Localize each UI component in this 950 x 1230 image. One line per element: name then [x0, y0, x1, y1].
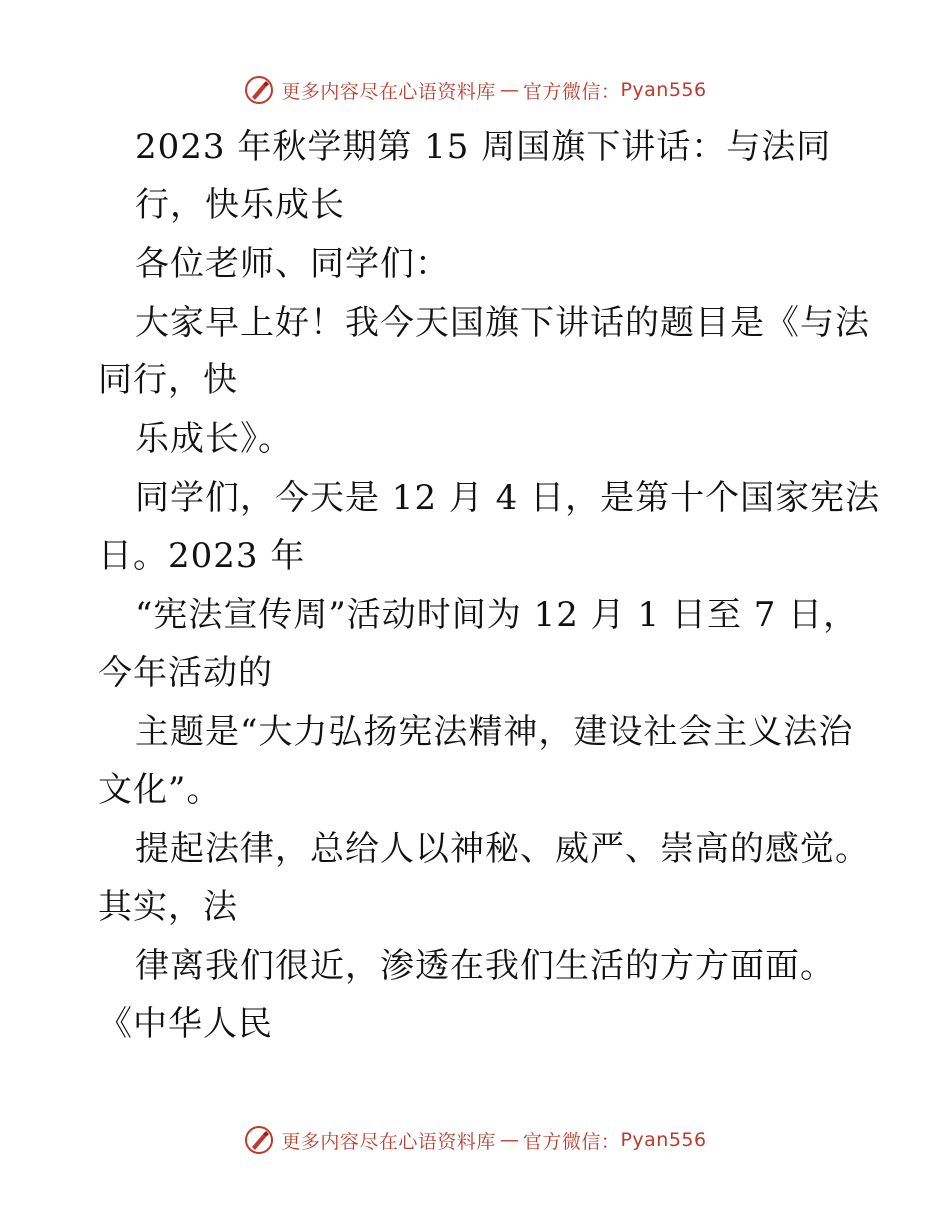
paragraph-line: 日。2023 年 [98, 536, 306, 576]
pen-logo-icon [243, 1124, 275, 1156]
watermark-separator: — [499, 1129, 519, 1151]
watermark-wechat-label: 官方微信： [522, 80, 621, 103]
watermark-wechat-id: Pyan556 [620, 79, 707, 101]
paragraph-line: 律离我们很近，渗透在我们生活的方方面面。 [135, 946, 835, 986]
title-line-2: 行，快乐成长 [135, 185, 345, 225]
watermark-separator: — [499, 79, 519, 101]
paragraph-line: 大家早上好！我今天国旗下讲话的题目是《与法 [135, 303, 870, 343]
watermark-text: 更多内容尽在心语资料库 [281, 80, 496, 103]
paragraph-line: 文化”。 [98, 770, 222, 810]
paragraph-line: 乐成长》。 [135, 419, 293, 459]
footer-watermark [0, 1120, 950, 1160]
paragraph-line: 今年活动的 [98, 653, 273, 693]
paragraph-line: 同行，快 [98, 360, 238, 400]
paragraph-line: 主题是“大力弘扬宪法精神，建设社会主义法治 [135, 712, 854, 752]
watermark-wechat-id: Pyan556 [620, 1129, 707, 1151]
paragraph-line: “宪法宣传周”活动时间为 12 月 1 日至 7 日， [135, 595, 859, 635]
title-line-1: 2023 年秋学期第 15 周国旗下讲话：与法同 [135, 127, 832, 167]
pen-logo-icon [243, 74, 275, 106]
paragraph-line: 同学们，今天是 12 月 4 日，是第十个国家宪法 [135, 478, 881, 518]
watermark-wechat-label: 官方微信： [522, 1130, 621, 1153]
paragraph-line: 提起法律，总给人以神秘、威严、崇高的感觉。 [135, 829, 870, 869]
paragraph-line: 《中华人民 [98, 1004, 273, 1044]
greeting-line: 各位老师、同学们： [135, 244, 450, 284]
watermark-text: 更多内容尽在心语资料库 [281, 1130, 496, 1153]
paragraph-line: 其实，法 [98, 887, 238, 927]
header-watermark [0, 70, 950, 110]
